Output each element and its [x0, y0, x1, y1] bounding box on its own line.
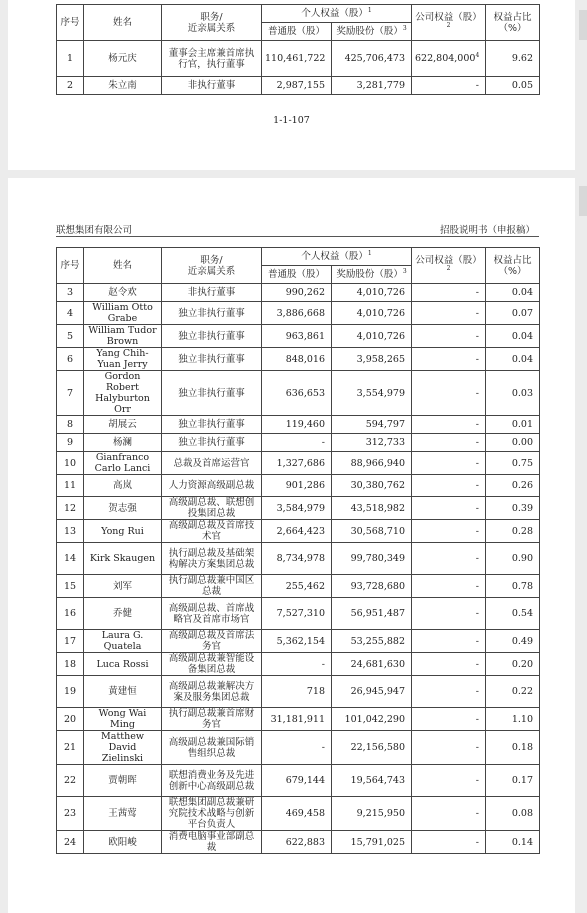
award-shares-cell: 53,255,882 [332, 630, 412, 653]
seq-cell: 12 [57, 497, 84, 520]
seq-cell: 11 [57, 475, 84, 497]
company-interest-cell: - [412, 575, 486, 598]
shareholding-table-part-1 [56, 4, 540, 95]
company-interest-cell: - [412, 452, 486, 475]
seq-cell: 10 [57, 452, 84, 475]
role-cell: 高级副总裁兼解决方案及服务集团总裁 [162, 676, 262, 708]
seq-cell: 16 [57, 598, 84, 630]
table-row [57, 371, 540, 416]
common-shares-cell: 7,527,310 [262, 598, 332, 630]
ratio-cell: 0.07 [486, 302, 540, 325]
ratio-cell: 0.01 [486, 416, 540, 434]
ratio-cell: 0.04 [486, 348, 540, 371]
table-row [57, 708, 540, 731]
table-row [57, 416, 540, 434]
award-shares-cell: 312,733 [332, 434, 412, 452]
ratio-cell: 0.18 [486, 731, 540, 765]
ratio-cell: 0.20 [486, 653, 540, 676]
name-cell: Kirk Skaugen [84, 543, 162, 575]
company-interest-cell: - [412, 831, 486, 854]
col-personal-header: 个人权益（股）$^1$ [262, 248, 412, 266]
header-rule [56, 236, 539, 237]
common-shares-cell: - [262, 434, 332, 452]
ratio-cell: 1.10 [486, 708, 540, 731]
common-shares-cell: - [262, 731, 332, 765]
role-cell: 非执行董事 [162, 284, 262, 302]
common-shares-cell: 5,362,154 [262, 630, 332, 653]
role-cell: 高级副总裁、首席战略官及首席市场官 [162, 598, 262, 630]
shareholding-table-part-2 [56, 247, 540, 854]
ratio-cell: 0.00 [486, 434, 540, 452]
seq-cell: 22 [57, 765, 84, 797]
award-shares-cell: 425,706,473 [332, 41, 412, 77]
award-shares-cell: 15,791,025 [332, 831, 412, 854]
ratio-cell: 0.17 [486, 765, 540, 797]
seq-cell: 24 [57, 831, 84, 854]
ratio-cell: 0.78 [486, 575, 540, 598]
common-shares-cell: 848,016 [262, 348, 332, 371]
table-row [57, 731, 540, 765]
table-row [57, 630, 540, 653]
name-cell: Laura G. Quatela [84, 630, 162, 653]
table-row [57, 77, 540, 95]
award-shares-cell: 22,156,580 [332, 731, 412, 765]
document-page-1 [8, 0, 575, 170]
role-cell: 高级副总裁及首席法务官 [162, 630, 262, 653]
col-role-header: 职务/ 近亲属关系 [162, 248, 262, 284]
award-shares-cell: 30,568,710 [332, 520, 412, 543]
company-interest-cell: - [412, 653, 486, 676]
seq-cell: 1 [57, 41, 84, 77]
common-shares-cell: 110,461,722 [262, 41, 332, 77]
role-cell: 独立非执行董事 [162, 416, 262, 434]
seq-cell: 23 [57, 797, 84, 831]
table-row [57, 475, 540, 497]
table-row [57, 348, 540, 371]
ratio-cell: 0.26 [486, 475, 540, 497]
common-shares-cell: 2,987,155 [262, 77, 332, 95]
common-shares-cell: 718 [262, 676, 332, 708]
company-header: 联想集团有限公司 [56, 225, 133, 236]
name-cell: 王茜莺 [84, 797, 162, 831]
role-cell: 联想消费业务及先进创新中心高级副总裁 [162, 765, 262, 797]
company-interest-cell: - [412, 630, 486, 653]
company-interest-cell: - [412, 765, 486, 797]
name-cell: 贺志强 [84, 497, 162, 520]
name-cell: 贾朝晖 [84, 765, 162, 797]
name-cell: 赵令欢 [84, 284, 162, 302]
ratio-cell: 0.28 [486, 520, 540, 543]
seq-cell: 3 [57, 284, 84, 302]
role-cell: 执行副总裁兼首席财务官 [162, 708, 262, 731]
common-shares-cell: - [262, 653, 332, 676]
common-shares-cell: 622,883 [262, 831, 332, 854]
col-company-header: 公司权益（股）$^2$ [412, 5, 486, 41]
col-ratio-header: 权益占比（%） [486, 248, 540, 284]
role-cell: 高级副总裁兼国际销售组织总裁 [162, 731, 262, 765]
name-cell: William Otto Grabe [84, 302, 162, 325]
seq-cell: 18 [57, 653, 84, 676]
award-shares-cell: 99,780,349 [332, 543, 412, 575]
table-row [57, 452, 540, 475]
table-row [57, 543, 540, 575]
table-row [57, 302, 540, 325]
document-type-header: 招股说明书（申报稿） [439, 225, 535, 236]
seq-cell: 8 [57, 416, 84, 434]
table-row [57, 497, 540, 520]
col-name-header: 姓名 [84, 5, 162, 41]
ratio-cell: 0.08 [486, 797, 540, 831]
col-personal-header: 个人权益（股）$^1$ [262, 5, 412, 23]
role-cell: 独立非执行董事 [162, 325, 262, 348]
ratio-cell: 0.03 [486, 371, 540, 416]
award-shares-cell: 19,564,743 [332, 765, 412, 797]
role-cell: 独立非执行董事 [162, 371, 262, 416]
col-role-header: 职务/ 近亲属关系 [162, 5, 262, 41]
table-row [57, 797, 540, 831]
company-interest-cell: - [412, 475, 486, 497]
seq-cell: 2 [57, 77, 84, 95]
table-row [57, 520, 540, 543]
ratio-cell: 0.04 [486, 325, 540, 348]
award-shares-cell: 4,010,726 [332, 284, 412, 302]
seq-cell: 5 [57, 325, 84, 348]
company-interest-cell: - [412, 497, 486, 520]
col-award-header: 奖励股份（股）$^3$ [332, 266, 412, 284]
common-shares-cell: 1,327,686 [262, 452, 332, 475]
role-cell: 董事会主席兼首席执行官，执行董事 [162, 41, 262, 77]
company-interest-cell: - [412, 676, 486, 708]
name-cell: Wong Wai Ming [84, 708, 162, 731]
col-ratio-header: 权益占比（%） [486, 5, 540, 41]
company-interest-cell: - [412, 302, 486, 325]
award-shares-cell: 93,728,680 [332, 575, 412, 598]
scrollbar-thumb[interactable] [579, 186, 587, 216]
table-row [57, 434, 540, 452]
name-cell: 杨澜 [84, 434, 162, 452]
award-shares-cell: 56,951,487 [332, 598, 412, 630]
seq-cell: 21 [57, 731, 84, 765]
table-row [57, 653, 540, 676]
col-common-header: 普通股（股） [262, 266, 332, 284]
award-shares-cell: 3,554,979 [332, 371, 412, 416]
company-interest-cell: - [412, 325, 486, 348]
common-shares-cell: 963,861 [262, 325, 332, 348]
col-company-header: 公司权益（股）$^2$ [412, 248, 486, 284]
award-shares-cell: 24,681,630 [332, 653, 412, 676]
table-row [57, 41, 540, 77]
ratio-cell: 0.49 [486, 630, 540, 653]
role-cell: 人力资源高级副总裁 [162, 475, 262, 497]
ratio-cell: 0.75 [486, 452, 540, 475]
role-cell: 消费电脑事业部副总裁 [162, 831, 262, 854]
company-interest-cell: - [412, 543, 486, 575]
name-cell: 乔健 [84, 598, 162, 630]
document-page-2 [8, 178, 575, 913]
name-cell: 黄建恒 [84, 676, 162, 708]
col-name-header: 姓名 [84, 248, 162, 284]
name-cell: 胡展云 [84, 416, 162, 434]
role-cell: 总裁及首席运营官 [162, 452, 262, 475]
footnote-marker: 4 [475, 51, 480, 59]
award-shares-cell: 3,281,779 [332, 77, 412, 95]
seq-cell: 17 [57, 630, 84, 653]
name-cell: Yong Rui [84, 520, 162, 543]
company-interest-cell: 622,804,000$^4$ [412, 41, 486, 77]
ratio-cell: 0.05 [486, 77, 540, 95]
ratio-cell: 0.54 [486, 598, 540, 630]
name-cell: 杨元庆 [84, 41, 162, 77]
role-cell: 联想集团副总裁兼研究院技术战略与创新平台负责人 [162, 797, 262, 831]
company-interest-cell: - [412, 797, 486, 831]
company-interest-cell: - [412, 731, 486, 765]
name-cell: Gordon Robert Halyburton Orr [84, 371, 162, 416]
award-shares-cell: 101,042,290 [332, 708, 412, 731]
seq-cell: 6 [57, 348, 84, 371]
award-shares-cell: 26,945,947 [332, 676, 412, 708]
ratio-cell: 0.90 [486, 543, 540, 575]
table-row [57, 575, 540, 598]
role-cell: 执行副总裁兼中国区总裁 [162, 575, 262, 598]
seq-cell: 9 [57, 434, 84, 452]
company-interest-cell: - [412, 708, 486, 731]
ratio-cell: 0.14 [486, 831, 540, 854]
seq-cell: 14 [57, 543, 84, 575]
role-cell: 非执行董事 [162, 77, 262, 95]
table-row [57, 325, 540, 348]
role-cell: 高级副总裁兼智能设备集团总裁 [162, 653, 262, 676]
col-seq-header: 序号 [57, 248, 84, 284]
table-row [57, 765, 540, 797]
common-shares-cell: 990,262 [262, 284, 332, 302]
role-cell: 高级副总裁、联想创投集团总裁 [162, 497, 262, 520]
ratio-cell: 9.62 [486, 41, 540, 77]
name-cell: Yang Chih-Yuan Jerry [84, 348, 162, 371]
table-row [57, 831, 540, 854]
table-row [57, 284, 540, 302]
name-cell: Luca Rossi [84, 653, 162, 676]
seq-cell: 13 [57, 520, 84, 543]
common-shares-cell: 8,734,978 [262, 543, 332, 575]
role-cell: 高级副总裁及首席技术官 [162, 520, 262, 543]
award-shares-cell: 4,010,726 [332, 302, 412, 325]
name-cell: 欧阳峻 [84, 831, 162, 854]
seq-cell: 19 [57, 676, 84, 708]
award-shares-cell: 594,797 [332, 416, 412, 434]
col-seq-header: 序号 [57, 5, 84, 41]
role-cell: 独立非执行董事 [162, 302, 262, 325]
seq-cell: 7 [57, 371, 84, 416]
common-shares-cell: 31,181,911 [262, 708, 332, 731]
name-cell: William Tudor Brown [84, 325, 162, 348]
name-cell: Matthew David Zielinski [84, 731, 162, 765]
ratio-cell: 0.22 [486, 676, 540, 708]
role-cell: 执行副总裁及基础架构解决方案集团总裁 [162, 543, 262, 575]
ratio-cell: 0.04 [486, 284, 540, 302]
award-shares-cell: 4,010,726 [332, 325, 412, 348]
common-shares-cell: 2,664,423 [262, 520, 332, 543]
common-shares-cell: 679,144 [262, 765, 332, 797]
award-shares-cell: 43,518,982 [332, 497, 412, 520]
scrollbar-thumb[interactable] [579, 10, 587, 40]
company-interest-cell: - [412, 371, 486, 416]
role-cell: 独立非执行董事 [162, 348, 262, 371]
company-interest-cell: - [412, 520, 486, 543]
company-interest-cell: - [412, 77, 486, 95]
role-cell: 独立非执行董事 [162, 434, 262, 452]
common-shares-cell: 3,584,979 [262, 497, 332, 520]
name-cell: 刘军 [84, 575, 162, 598]
award-shares-cell: 3,958,265 [332, 348, 412, 371]
seq-cell: 4 [57, 302, 84, 325]
company-interest-cell: - [412, 284, 486, 302]
company-interest-cell: - [412, 434, 486, 452]
common-shares-cell: 901,286 [262, 475, 332, 497]
page-number: 1-1-107 [273, 115, 310, 126]
common-shares-cell: 636,653 [262, 371, 332, 416]
col-common-header: 普通股（股） [262, 23, 332, 41]
common-shares-cell: 119,460 [262, 416, 332, 434]
award-shares-cell: 30,380,762 [332, 475, 412, 497]
col-award-header: 奖励股份（股）$^3$ [332, 23, 412, 41]
company-interest-cell: - [412, 416, 486, 434]
name-cell: 朱立南 [84, 77, 162, 95]
name-cell: 高岚 [84, 475, 162, 497]
name-cell: Gianfranco Carlo Lanci [84, 452, 162, 475]
seq-cell: 15 [57, 575, 84, 598]
table-row [57, 676, 540, 708]
table-row [57, 598, 540, 630]
seq-cell: 20 [57, 708, 84, 731]
common-shares-cell: 469,458 [262, 797, 332, 831]
common-shares-cell: 255,462 [262, 575, 332, 598]
award-shares-cell: 9,215,950 [332, 797, 412, 831]
common-shares-cell: 3,886,668 [262, 302, 332, 325]
award-shares-cell: 88,966,940 [332, 452, 412, 475]
company-interest-cell: - [412, 598, 486, 630]
company-interest-cell: - [412, 348, 486, 371]
ratio-cell: 0.39 [486, 497, 540, 520]
